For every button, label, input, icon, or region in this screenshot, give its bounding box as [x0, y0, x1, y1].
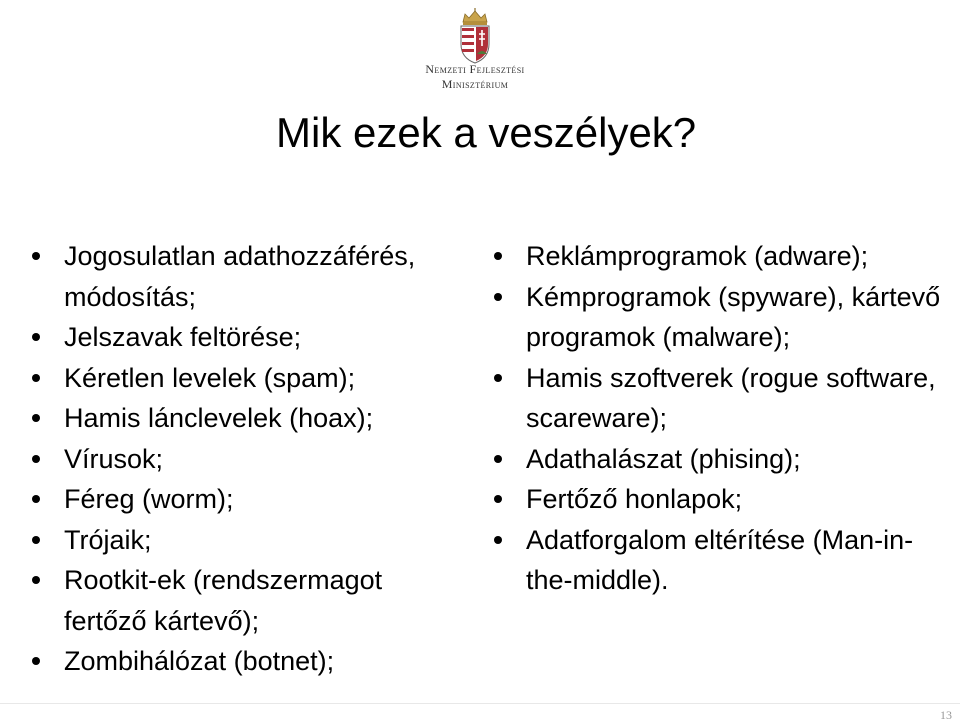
coat-of-arms-icon — [455, 8, 495, 64]
list-item: Fertőző honlapok; — [492, 479, 952, 520]
list-item: Kémprogramok (spyware), kártevő programok (malware); — [492, 277, 952, 358]
list-item: Féreg (worm); — [30, 479, 470, 520]
list-item: Zombihálózat (botnet); — [30, 641, 470, 682]
list-item: Jelszavak feltörése; — [30, 317, 470, 358]
list-item: Hamis lánclevelek (hoax); — [30, 398, 470, 439]
list-item: Hamis szoftverek (rogue software, scareware); — [492, 358, 952, 439]
ministry-line2: Minisztérium — [441, 77, 509, 91]
list-item: Adathalászat (phising); — [492, 439, 952, 480]
page-number: 13 — [940, 708, 952, 722]
list-item: Vírusok; — [30, 439, 470, 480]
list-item: Rootkit-ek (rendszermagot fertőző kártevő); — [30, 560, 470, 641]
slide-title: Mik ezek a veszélyek? — [276, 109, 697, 156]
ministry-line1: Nemzeti Fejlesztési — [425, 62, 525, 76]
list-item: Reklámprogramok (adware); — [492, 236, 952, 277]
list-item: Trójaik; — [30, 520, 470, 561]
list-item: Kéretlen levelek (spam); — [30, 358, 470, 399]
right-bullet-list — [492, 236, 952, 601]
list-item: Jogosulatlan adathozzáférés, módosítás; — [30, 236, 470, 317]
footer-divider — [0, 703, 960, 704]
list-item: Adatforgalom eltérítése (Man-in-the-middle). — [492, 520, 952, 601]
ministry-logo-text — [395, 62, 555, 92]
left-bullet-list — [30, 236, 470, 682]
